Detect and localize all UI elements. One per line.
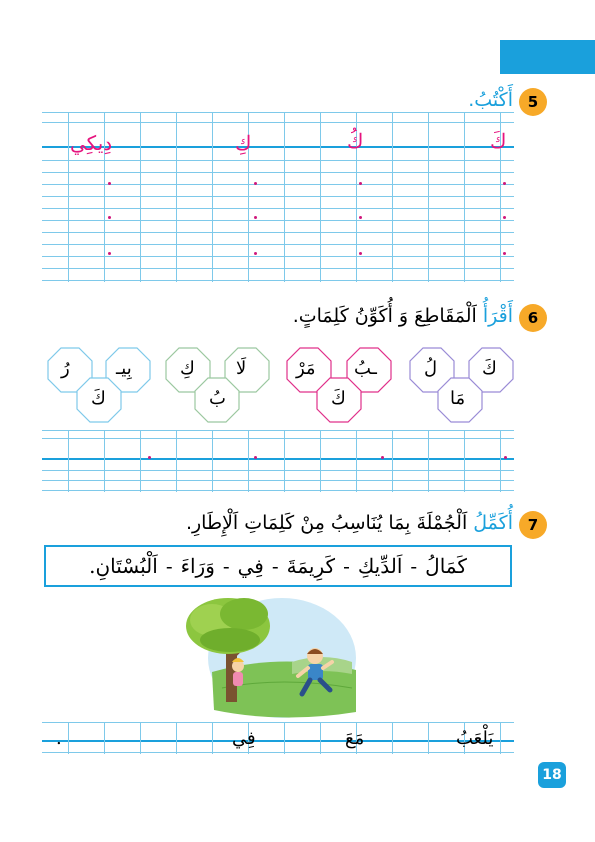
exercise-6-title-highlight: أَقْرَأُ: [482, 305, 513, 327]
garden-illustration: [182, 592, 360, 720]
syllable: كَ: [331, 388, 346, 409]
word-separator: -: [410, 554, 418, 578]
syllable: لُ: [424, 358, 438, 379]
model-letter-ki: كِ: [235, 131, 252, 155]
exercise-5-title-text: أَكْتُبُ.: [468, 89, 513, 111]
exercise-7-number: 7: [519, 511, 547, 539]
word-option-kamal: كَمَالُ: [425, 554, 467, 578]
sentence-end-period: .: [56, 728, 62, 749]
exercise-6-title-rest: اَلْمَقَاطِعَ وَ أُكَوِّنُ كَلِمَاتٍ.: [292, 305, 483, 327]
exercise-7-title-highlight: أُكَمِّلُ: [473, 512, 513, 534]
syllable: مَرْ: [296, 358, 316, 379]
word-option-aldiki: اَلدِّيكِ: [357, 554, 403, 578]
page-number: 18: [538, 762, 566, 788]
syllable: لَا: [236, 358, 247, 379]
syllable: كَ: [91, 388, 106, 409]
syllable: كَ: [482, 358, 497, 379]
word-separator: -: [343, 554, 350, 578]
model-word-diki: دِيكِي: [70, 131, 113, 155]
exercise-6-number: 6: [519, 304, 547, 332]
word-box: [44, 545, 512, 587]
syllable: ـبُ: [354, 358, 377, 379]
word-option-albustan: اَلْبُسْتَانِ.: [89, 554, 158, 578]
writing-grid-6: [42, 430, 514, 492]
sentence-line: [42, 722, 514, 754]
exercise-7-title: [186, 512, 513, 534]
exercise-5-number: 5: [519, 88, 547, 116]
syllable: رُ: [61, 358, 70, 379]
word-option-waraa: وَرَاءَ: [180, 554, 215, 578]
syllable: بُ: [209, 388, 226, 409]
word-separator: -: [165, 554, 173, 578]
model-letter-ka: كَ: [490, 129, 507, 153]
word-option-karima: كَرِيمَةَ: [286, 554, 336, 578]
syllable: بِيـ: [116, 358, 132, 379]
syllable: كِ: [180, 358, 195, 379]
sentence-word-maa: مَعَ: [345, 728, 365, 749]
syllable: مَا: [450, 388, 466, 409]
model-letter-ku: كُ: [347, 129, 364, 153]
exercise-7-title-rest: اَلْجُمْلَةَ بِمَا يُنَاسِبُ مِنْ كَلِمَاتِ اَلْإِطَارِ.: [185, 512, 474, 534]
word-separator: -: [271, 554, 279, 578]
word-separator: -: [222, 554, 230, 578]
sentence-word-yalab: يَلْعَبُ: [456, 728, 494, 749]
word-option-fi: فِي: [237, 554, 264, 578]
sentence-word-fi: فِي: [232, 728, 256, 749]
